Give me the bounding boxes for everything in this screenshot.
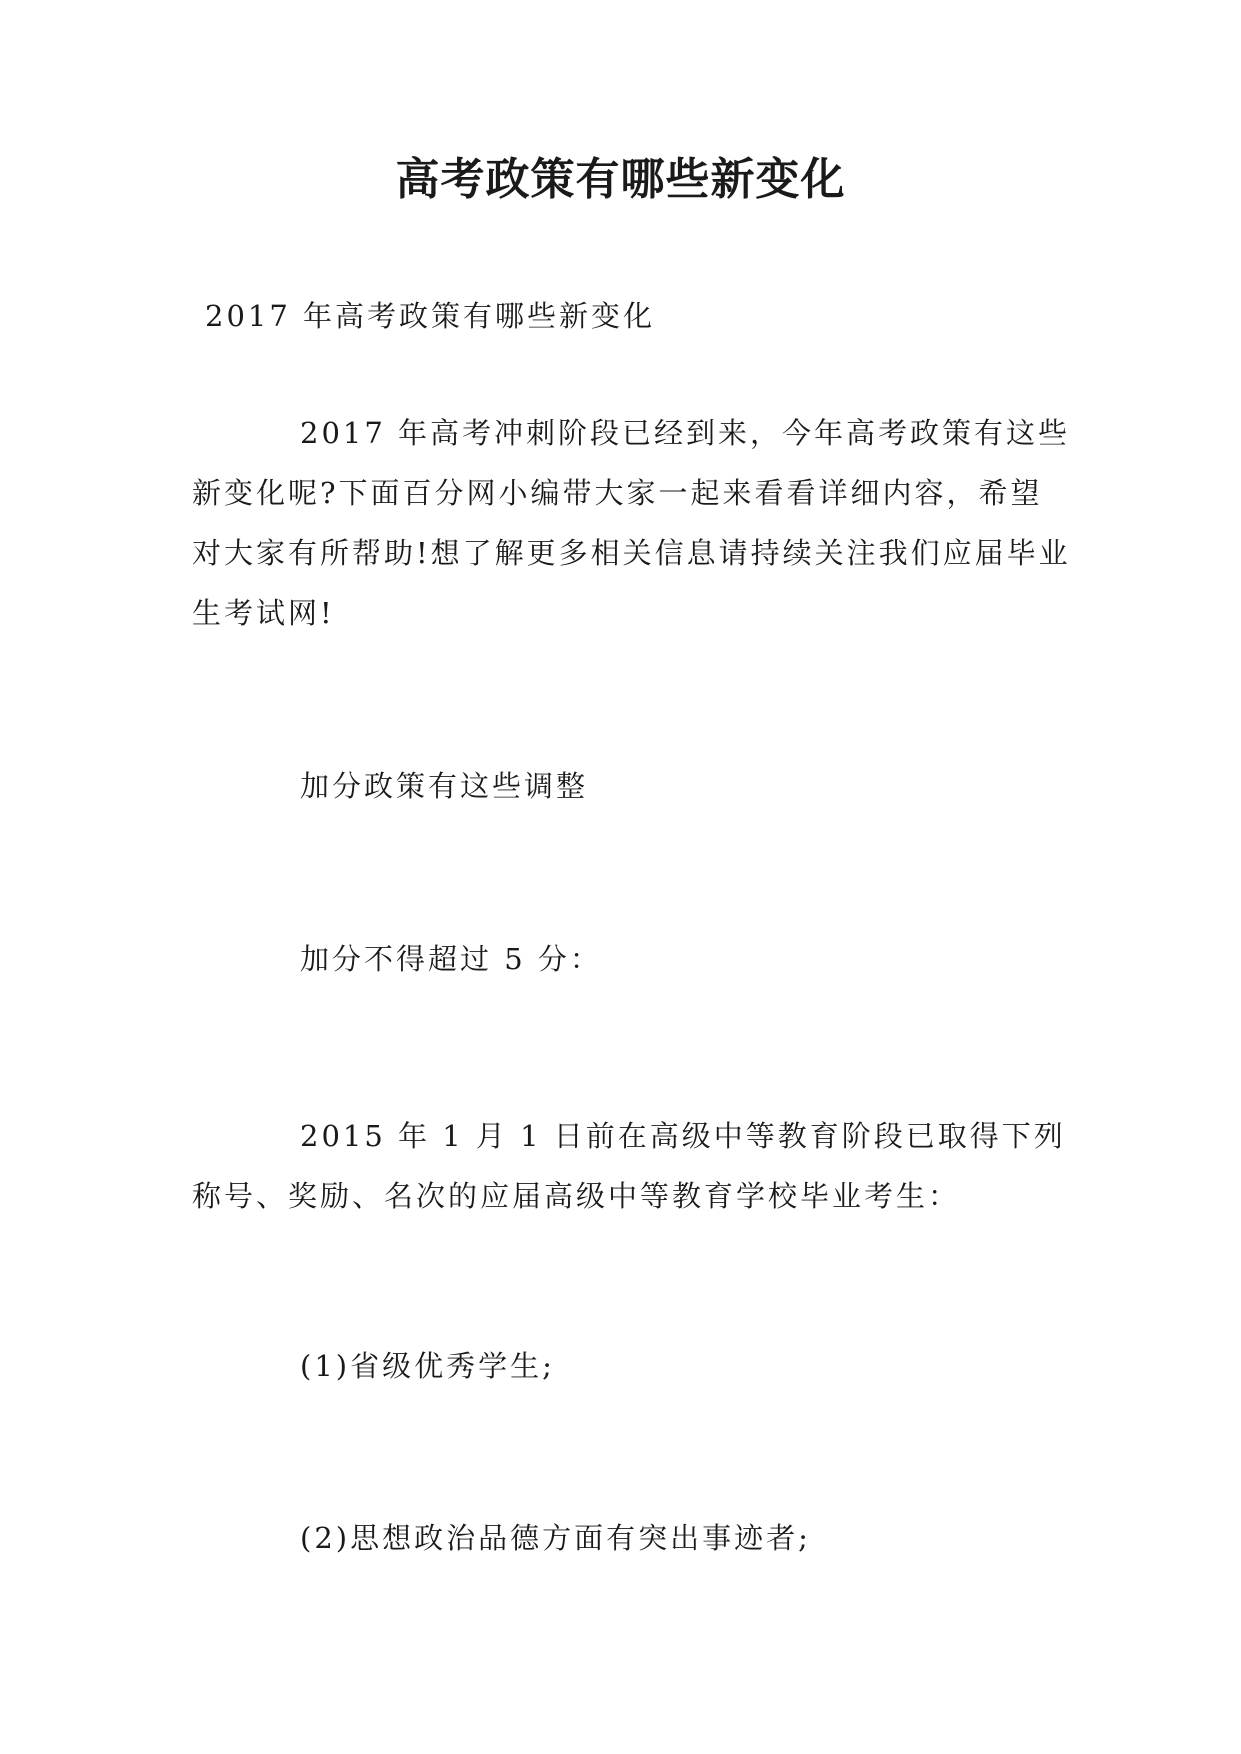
section-subheading: 加分不得超过 5 分： [300, 942, 602, 976]
section-heading: 加分政策有这些调整 [300, 769, 589, 803]
document-subtitle: 2017 年高考政策有哪些新变化 [205, 299, 656, 333]
document-title: 高考政策有哪些新变化 [395, 154, 846, 205]
list-item: (2)思想政治品德方面有突出事迹者; [300, 1521, 811, 1555]
intro-paragraph: 2017 年高考冲刺阶段已经到来，今年高考政策有这些新变化呢?下面百分网小编带大家一起来看看详细内容，希望对大家有所帮助!想了解更多相关信息请持续关注我们应届毕业生考试网! [192, 416, 1071, 630]
criteria-paragraph: 2015 年 1 月 1 日前在高级中等教育阶段已取得下列称号、奖励、名次的应届高级中等教育学校毕业考生： [192, 1119, 1066, 1213]
list-item: (1)省级优秀学生; [300, 1349, 555, 1383]
